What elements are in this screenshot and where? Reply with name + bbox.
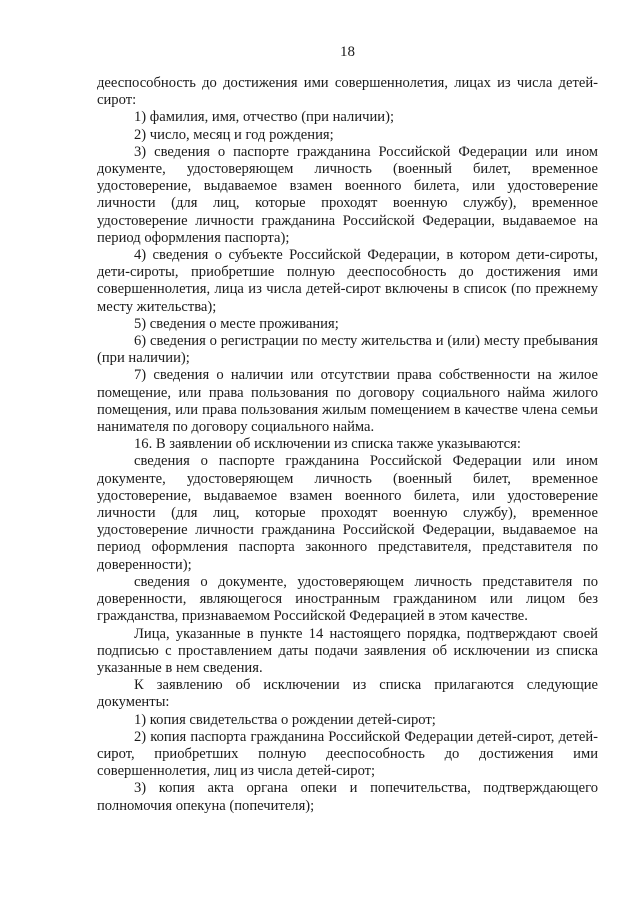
list-item: 6) сведения о регистрации по месту жительства и (или) месту пребывания (при наличии);	[97, 333, 598, 367]
page-number: 18	[340, 44, 355, 60]
list-item: 1) копия свидетельства о рождении детей-сирот;	[134, 711, 436, 728]
list-item: 4) сведения о субъекте Российской Федерации, в котором дети-сироты, дети-сироты, приобретшие полную дееспособность до достижения ими совершеннолетия, лица из числа детей-сирот включены в список (по прежнему месту жительства);	[97, 247, 598, 315]
section-paragraph: 16. В заявлении об исключении из списка также указываются:	[134, 436, 521, 453]
list-item: 2) число, месяц и год рождения;	[134, 126, 334, 143]
paragraph: Лица, указанные в пункте 14 настоящего порядка, подтверждают своей подписью с проставлением даты подачи заявления об исключении из списка указанные в нем сведения.	[97, 625, 598, 676]
paragraph: сведения о паспорте гражданина Российской Федерации или ином документе, удостоверяющем личность (военный билет, временное удостоверение, выдаваемое взамен военного билета, или удостоверение личности (для лиц, которые проходят военную службу), временное удостоверение личности гражданина Российской Федерации, выдаваемое на период оформления паспорта законного представителя, представителя по доверенности);	[97, 453, 598, 573]
document-body	[97, 75, 598, 815]
list-item: 5) сведения о месте проживания;	[134, 315, 339, 332]
paragraph: дееспособность до достижения ими совершеннолетия, лицах из числа детей-сирот:	[97, 75, 598, 109]
list-item: 3) копия акта органа опеки и попечительства, подтверждающего полномочия опекуна (попечителя);	[97, 780, 598, 814]
list-item: 2) копия паспорта гражданина Российской Федерации детей-сирот, детей-сирот, приобретших полную дееспособность до достижения ими совершеннолетия, лиц из числа детей-сирот;	[97, 728, 598, 780]
list-item: 7) сведения о наличии или отсутствии права собственности на жилое помещение, или права пользования по договору социального найма жилого помещения, или права пользования жилым помещением в качестве члена семьи нанимателя по договору социального найма.	[97, 367, 598, 436]
list-item: 1) фамилия, имя, отчество (при наличии);	[134, 109, 395, 126]
list-item: 3) сведения о паспорте гражданина Российской Федерации или ином документе, удостоверяющем личность (военный билет, временное удостоверение, выдаваемое взамен военного билета, или удостоверение личности (для лиц, которые проходят военную службу), временное удостоверение личности гражданина Российской Федерации, выдаваемое на период оформления паспорта);	[97, 143, 598, 246]
paragraph: сведения о документе, удостоверяющем личность представителя по доверенности, являющегося иностранным гражданином или лицом без гражданства, признаваемом Российской Федерацией в этом качестве.	[97, 573, 598, 625]
paragraph: К заявлению об исключении из списка прилагаются следующие документы:	[97, 677, 598, 711]
